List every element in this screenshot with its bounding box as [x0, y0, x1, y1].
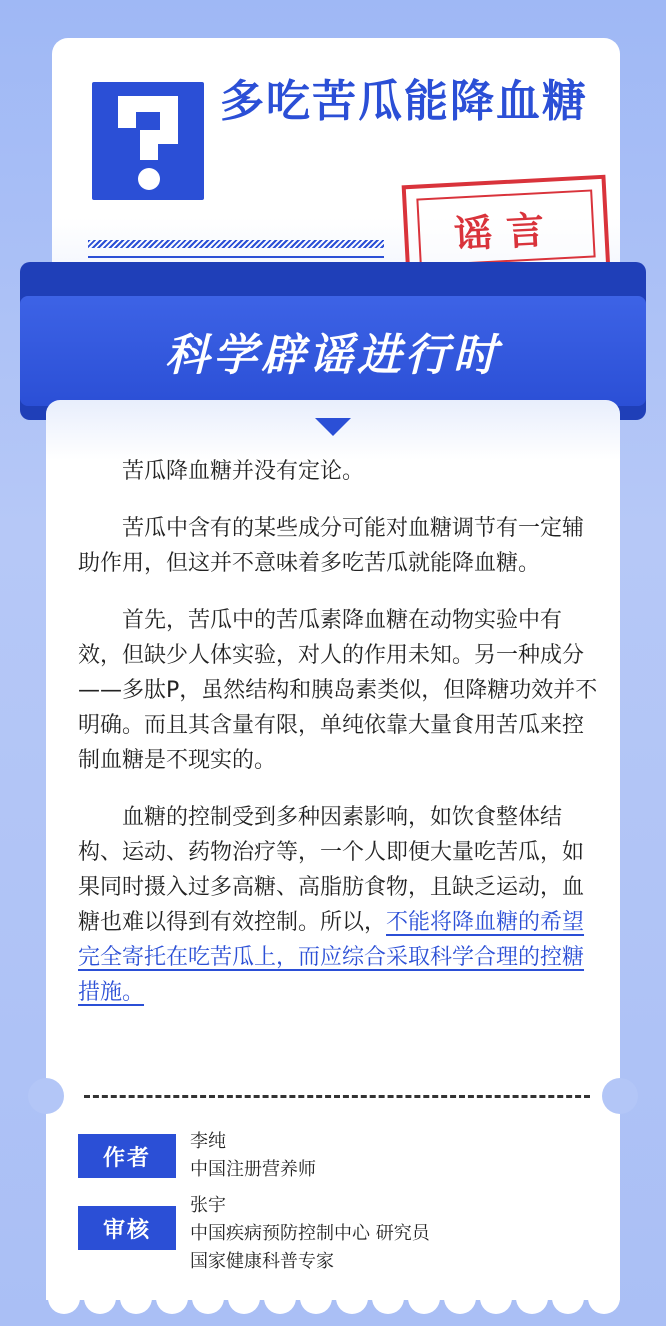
author-name: 李纯 — [190, 1131, 226, 1152]
author-info — [190, 1128, 316, 1184]
stamp-label: 谣言 — [453, 205, 560, 257]
dashed-divider — [84, 1095, 590, 1098]
reviewer-name: 张宇 — [190, 1195, 226, 1216]
conclusion-highlight: 不能将降血糖的希望完全寄托在吃苦瓜上，而应综合采取科学合理的控糖措施。 — [78, 910, 585, 1005]
scalloped-edge — [46, 1284, 620, 1326]
down-arrow-icon — [315, 418, 351, 436]
author-tag: 作者 — [78, 1134, 176, 1178]
decorative-hatch — [88, 240, 384, 248]
reviewer-info — [190, 1192, 430, 1276]
ticket-notch-left — [28, 1078, 64, 1114]
ticket-notch-right — [602, 1078, 638, 1114]
page-title: 多吃苦瓜能降血糖 — [220, 76, 588, 127]
paragraph: 苦瓜中含有的某些成分可能对血糖调节有一定辅助作用，但这并不意味着多吃苦瓜就能降血糖。 — [78, 516, 585, 576]
banner — [20, 296, 646, 406]
paragraph-text: 血糖的控制受到多种因素影响，如饮食整体结构、运动、药物治疗等，一个人即便大量吃苦瓜，如果同时摄入过多高糖、高脂肪食物，且缺乏运动，血糖也难以得到有效控制。所以， — [78, 805, 585, 935]
paragraph — [78, 800, 602, 1010]
divider — [88, 256, 384, 258]
article-body — [78, 454, 602, 1032]
question-mark-icon — [92, 82, 204, 200]
reviewer-title: 中国疾病预防控制中心 研究员 — [190, 1223, 430, 1244]
author-title: 中国注册营养师 — [190, 1159, 316, 1180]
paragraph: 首先，苦瓜中的苦瓜素降血糖在动物实验中有效，但缺少人体实验，对人的作用未知。另一种成分——多肽P，虽然结构和胰岛素类似，但降糖功效并不明确。而且其含量有限，单纯依靠大量食用苦瓜来控制血糖是不现实的。 — [78, 608, 598, 773]
banner-title: 科学辟谣进行时 — [165, 330, 501, 381]
reviewer-title: 国家健康科普专家 — [190, 1251, 334, 1272]
paragraph: 苦瓜降血糖并没有定论。 — [122, 459, 365, 484]
reviewer-tag: 审核 — [78, 1206, 176, 1250]
